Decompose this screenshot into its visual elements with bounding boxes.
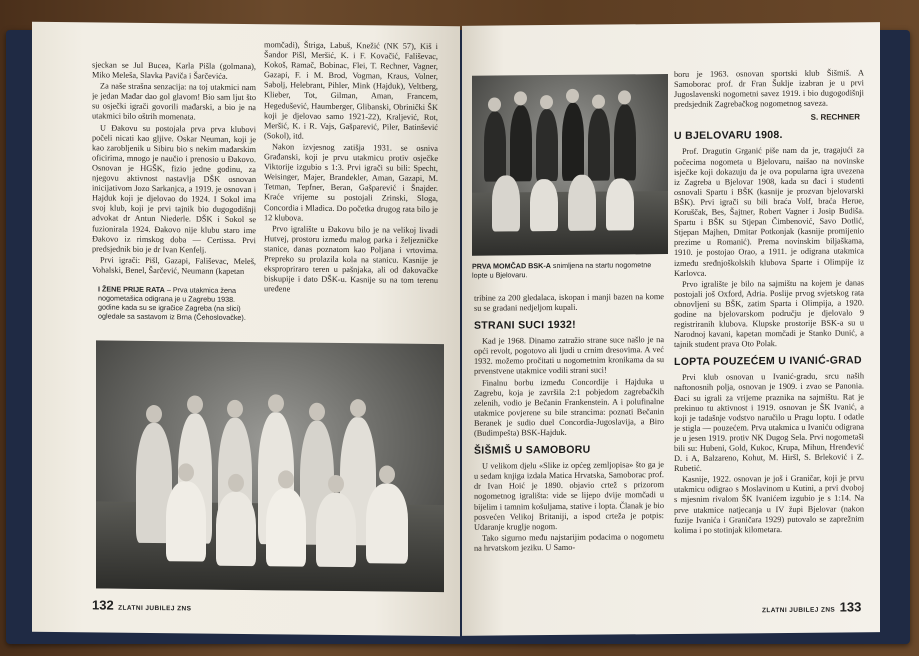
author-signature: S. RECHNER bbox=[810, 112, 860, 123]
right-column-1 bbox=[474, 292, 664, 612]
paragraph: Prvo igralište u Đakovu bilo je na velikoj livadi Hutvej, prostoru između malog parka i željezničke stanice, danas poznatom kao Poljana i vrtovima. Prepreko su prolazila kola na stanicu. Kasnije je ekspropriraro teren u pašnjaka, ali od đakovačke biskupije i dato DŠK-u. Kasnije su na tom terenu uređene bbox=[264, 223, 438, 294]
player-head bbox=[146, 405, 162, 423]
paragraph: Kad je 1968. Dinamo zatražio strane suce našlo je na opći revolt, pogotovo ali ljudi u crnim dresovima. A već 1932. možemo pročitati u nogometnim kronikama da su prvenstvene utakmice vodili strani suci! bbox=[474, 335, 664, 377]
right-footer bbox=[762, 598, 861, 617]
player-figure bbox=[510, 105, 532, 181]
player-head bbox=[309, 403, 325, 421]
player-head bbox=[328, 475, 344, 493]
paragraph: Tako sigurno među najstarijim podacima o nogometu na hrvatskom jeziku. U Samo- bbox=[474, 531, 664, 553]
paragraph: U velikom djelu «Slike iz općeg zemljopisa» što ga je u sedam knjiga izdala Matica Hrvatska, Samoborac prof. dr Ivan Hoić je 1890. objavio crtež s prizorom nogometnog igrališta: vide se lijepo dvije momčadi u bijelim i tamnim košuljama, stative i lopta. Članak je bio posvećen Velikoj Britaniji, a ispod crteža je potpis: Udaranje kruglje nogom. bbox=[474, 460, 664, 532]
left-footer bbox=[92, 596, 191, 615]
player-head bbox=[278, 470, 294, 488]
player-figure bbox=[568, 175, 596, 231]
paragraph: Za naše strašna senzacija: na toj utakmici nam je jedan Mađar dao gol glavom! Bio sam ljut što su osječki igrači govorili mađarski, a bio je na utakmici bilo oštrih momenata. bbox=[92, 81, 256, 122]
player-figure bbox=[484, 111, 506, 181]
player-head bbox=[350, 399, 366, 417]
player-head bbox=[592, 95, 605, 109]
player-figure bbox=[530, 179, 558, 231]
paragraph: tribine za 200 gledalaca, iskopan i manji bazen na kome su se gradani nedjeljom kupali. bbox=[474, 292, 664, 313]
page-number: 132 bbox=[92, 597, 114, 613]
caption-body: snimljena na startu nogometne lopte u Bjelovaru. bbox=[472, 260, 652, 280]
paragraph: boru je 1963. osnovan sportski klub Šišmiš. A Samoborac prof. dr Fran Šuklje izabran je u prvi Jugoslavenski nogometni savez 1919. i bio dugogodišnji predsjednik Zagrebačkog nogometnog saveza. bbox=[674, 68, 864, 110]
bsk-photo-caption bbox=[472, 260, 668, 280]
player-head bbox=[228, 474, 244, 492]
player-head bbox=[540, 95, 553, 109]
caption-heading: I ŽENE PRIJE RATA bbox=[98, 284, 165, 295]
section-heading-lopta-pouzecem: LOPTA POUZEĆEM U IVANIĆ-GRAD bbox=[674, 354, 862, 369]
player-figure bbox=[614, 104, 636, 180]
player-head bbox=[618, 90, 631, 104]
footer-label: ZLATNI JUBILEJ ZNS bbox=[118, 604, 192, 613]
right-column-2 bbox=[674, 68, 864, 610]
player-figure bbox=[606, 178, 634, 230]
paragraph: Prvo igralište je bilo na sajmištu na kojem je danas postojali još Oxford, Adria. Poslije prvog svjetskog rata obnovljeni su BŠK, zatim Sparta i Olimpija, a 1920. godine na bjelovarskom području je djelovalo 9 registriranih klubova. Klupske prostorije BSK-a su u Narodnoj kavani, kapetan momčadi je Stanko Dunić, a tajnik student prava Oto Polak. bbox=[674, 278, 864, 350]
section-heading-bjelovar: U BJELOVARU 1908. bbox=[674, 129, 783, 143]
player-head bbox=[379, 465, 395, 483]
women-team-photo bbox=[96, 340, 444, 592]
section-heading-strani-suci: STRANI SUCI 1932! bbox=[474, 319, 576, 332]
player-figure bbox=[588, 109, 610, 181]
player-head bbox=[566, 89, 579, 103]
paragraph: Prvi igrači: Pišl, Gazapi, Fališevac, Meleš, Vohalski, Benel, Šarčević, Neumann (kapetan bbox=[92, 255, 256, 276]
paragraph: Finalnu borbu između Concordije i Hajduka u Zagrebu, koja je završila 2:1 pobjedom zagrebačkih zelenih, vodio je Bečanin Frankenstein. A i polufinalne utakmice povjerene su bile strancima: poznati Bečanin Beranek je sudio duel Concordia-Jugoslavija, a Biro (Budimpešta) BSK-Hajduk. bbox=[474, 376, 664, 438]
player-head bbox=[514, 91, 527, 105]
player-head bbox=[227, 400, 243, 418]
paragraph: Nakon izvjesnog zatišja 1931. se osniva Građanski, koji je prvu utakmicu protiv osječke Viktorije izgubio s 1:3. Prvi igrači su bili: Specht, Weisinger, Majer, Brandekler, Aman, Gazapi, M. Tetman, Tepfner, Beran, Gašparević i Šnajder. Kraće vrijeme su postojali Zrinski, Sloga, Concordia i Mladica. Do početka drugog rata bilo je 12 klubova. bbox=[264, 142, 438, 223]
player-figure bbox=[536, 109, 558, 181]
right-page bbox=[462, 22, 880, 636]
paragraph: sjeckan se Jul Bucea, Karla Pišla (golmana), Miko Meleša, Slavka Paviča i Šarčevića. bbox=[92, 60, 256, 81]
player-figure bbox=[166, 481, 206, 561]
paragraph: Prvi klub osnovan u Ivanić-gradu, srcu naših naftonosnih polja, osnovan je 1909. i zvao se Panonia. Đaci su igrali za vrijeme praznika na sajmištu. Rat je prekinuo tu aktivnost i 1919. osnovan je ŠK Ivanić, a koji je tadašnje vodstvo naručilo u Pragu loptu. I odatle je stigla — pouzećem. Prva utakmica u Ivaniću odigrana je u jesen 1919. protiv NK Dugog Sela. Prvi nogometaši bili su: Hubeni, Gold, Kukoc, Krupa, Mihun, Hrenđević D. i A, Balzareno, Kohut, M. Hiršl, S. Brleković i Z. Rubetić. bbox=[674, 371, 864, 474]
player-figure bbox=[316, 493, 356, 567]
player-figure bbox=[366, 483, 408, 563]
paragraph: Prof. Dragutin Grganić piše nam da je, tragajući za počecima nogometa u Bjelovaru, naišao na novinske isječke koji dokazuju da je ova popularna igra uvezena iz Zagreba u Bjelovar 1908, kada su đaci i studenti osnovali Spartu i BŠK (kasnije je prozvan bjelovarski BŠK). Prvi igrači su bili braća Volf, braća Herue, Koruščak, Bes, Šajtner, Robert Vagner i Josip Budiša. Spartu i BŠK su Stjepan Čimbenović, Savo Dotlić, Stjepan Majhen, Dmitar Potkonjak (kasnije promijenio prezime u Romanić). Prema novinskim biljaškama, 1910. je postojao Orao, a 1911. je odigrana utakmica između sređnjoškolskih klubova Sparte i Olimpije iz Karlovca. bbox=[674, 145, 864, 278]
left-column-2 bbox=[264, 40, 438, 342]
caption-body: – Prva utakmica žena nogometašica odigrana je u Zagrebu 1938. godine kada su se igračice Zagreba (na slici) ogledale sa sastavom iz Brna (Čehoslovačke). bbox=[98, 285, 246, 322]
paragraph: Kasnije, 1922. osnovan je još i Graničar, koji je prvu utakmicu odigrao s Moslavinom u Kutini, a prvi dvoboj s mjesnim rivalom ŠK Ivanićem izgubio je s 1:14. Na prve utakmice natjecanja u IV župi Bjelovar (nakon fuzije Ivanića i Graničara 1929) putovalo se zaprežnim kolima i po stotinjak kilometara. bbox=[674, 473, 864, 535]
player-head bbox=[488, 97, 501, 111]
player-figure bbox=[216, 492, 256, 566]
player-head bbox=[268, 394, 284, 412]
left-column-1 bbox=[92, 60, 256, 304]
bsk-team-photo bbox=[472, 74, 668, 256]
paragraph: momčadi), Štriga, Labuš, Knežić (NK 57), Kiš i Šandor Pišl, Meršić, K. i F. Kovačić, Fališevac, Kokoš, Ramač, Bobinac, Flei, T. Rechner, Vagner, Gazapi, F. i M. Brod, Vogman, Kraus, Volner, Sabolj, Helebrant, Pihler, Mink (Hajduk), Veltberg, Klieber, Tot, Gilman, Aman, Francem, Hegedušević, Haumberger, Glibanski, Obrinički ŠK koji je djelovao samo 1921-22), Kraljević, Rot, Meršić, K. i R. Vajs, Gašparević, Piler, Batinšević (Sokol), itd. bbox=[264, 40, 438, 141]
section-heading-sismis: ŠIŠMIŠ U SAMOBORU bbox=[474, 443, 591, 457]
caption-heading: PRVA MOMČAD BSK-A bbox=[472, 261, 551, 271]
left-page bbox=[32, 22, 460, 636]
player-figure bbox=[266, 488, 306, 566]
photo-caption bbox=[98, 284, 258, 322]
player-head bbox=[187, 395, 203, 413]
paragraph: U Đakovu su postojala prva prva klubovi počeli nicati kao gljive. Oskar Neuman, koji je kao zarobljenik u Sibiru bio s nekim mađarskim oficirima, mnogo je naučio i prenosio u Đakovo. Osnovan je HGŠK, fizio jedne godinu, za njegovu aktivnost nastavlja DŠK osnovan inicijativom Jozo Sarkanjca, a 1919. je osnovan i Hajduk koji je djelovao do 1924. I Sokol ima svoj klub, koji je prvi tajnik bio dugogodišnji advokat dr Antun Niederle. DŠK i Sokol se fuzionirala 1924. Đakovo nije klubu staro ime Đakovo iz rimskog doba — Certissa. Prvi predsjednik bio je dr Ivan Kenfelj. bbox=[92, 123, 256, 255]
footer-label: ZLATNI JUBILEJ ZNS bbox=[762, 606, 836, 615]
player-head bbox=[178, 463, 194, 481]
player-figure bbox=[562, 103, 584, 181]
player-figure bbox=[492, 175, 520, 231]
page-number: 133 bbox=[839, 599, 862, 615]
